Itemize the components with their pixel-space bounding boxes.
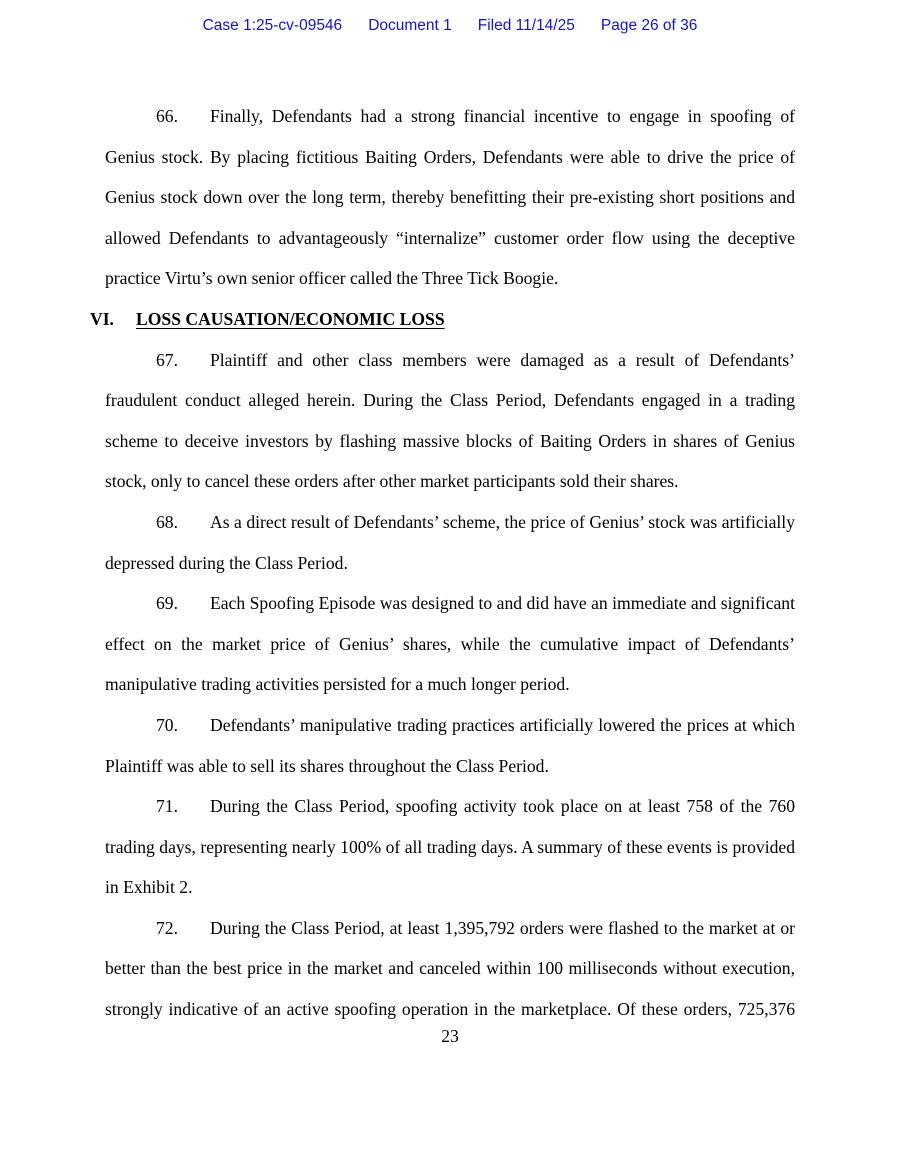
section-numeral: VI. bbox=[90, 308, 114, 329]
paragraph-text: Defendants’ manipulative trading practices artificially lowered the prices at which Plaintiff was able to sell its shares throughout the Class Period. bbox=[105, 714, 795, 776]
document-body bbox=[90, 96, 795, 1030]
paragraph-number: 67. bbox=[156, 349, 178, 370]
paragraph-text: As a direct result of Defendants’ scheme, the price of Genius’ stock was artificially depressed during the Class Period. bbox=[105, 511, 795, 573]
court-stamp bbox=[0, 17, 900, 35]
body-paragraph bbox=[105, 908, 795, 1030]
body-paragraph bbox=[105, 502, 795, 583]
paragraph-number: 66. bbox=[156, 106, 178, 126]
section-heading bbox=[90, 299, 795, 340]
body-paragraph bbox=[105, 786, 795, 908]
body-paragraph bbox=[105, 96, 795, 299]
body-paragraph bbox=[105, 340, 795, 502]
section-title: LOSS CAUSATION/ECONOMIC LOSS bbox=[136, 308, 445, 329]
paragraph-number: 68. bbox=[156, 511, 178, 532]
document-number: Document 1 bbox=[368, 17, 452, 34]
footer-page-number: 23 bbox=[441, 1026, 459, 1046]
page-of: Page 26 of 36 bbox=[600, 17, 698, 34]
paragraph-text: Each Spoofing Episode was designed to and did have an immediate and significant effect on the market price of Genius’ shares, while the cumulative impact of Defendants’ manipulative trading activities persisted for a much longer period. bbox=[105, 593, 795, 695]
case-number: Case 1:25-cv-09546 bbox=[202, 17, 343, 34]
paragraph-number: 69. bbox=[156, 593, 178, 614]
paragraph-number: 70. bbox=[156, 714, 178, 735]
paragraph-number: 72. bbox=[156, 917, 178, 938]
paragraph-text: Plaintiff and other class members were damaged as a result of Defendants’ fraudulent conduct alleged herein. During the Class Period, Defendants engaged in a trading scheme to deceive investors by flashing massive blocks of Baiting Orders in shares of Genius stock, only to cancel these orders after other market participants sold their shares. bbox=[105, 349, 795, 492]
paragraph-text: Finally, Defendants had a strong financial incentive to engage in spoofing of Genius stock. By placing fictitious Baiting Orders, Defendants were able to drive the price of Genius stock down over the long term, thereby benefitting their pre-existing short positions and allowed Defendants to advantageously “internalize” customer order flow using the deceptive practice Virtu’s own senior officer called the Three Tick Boogie. bbox=[105, 106, 795, 289]
paragraph-text: During the Class Period, spoofing activity took place on at least 758 of the 760 trading days, representing nearly 100% of all trading days. A summary of these events is provided in Exhibit 2. bbox=[105, 796, 795, 898]
body-paragraph bbox=[105, 705, 795, 786]
paragraph-number: 71. bbox=[156, 796, 178, 817]
body-paragraph bbox=[105, 583, 795, 705]
filed-date: Filed 11/14/25 bbox=[477, 17, 575, 34]
paragraph-text: During the Class Period, at least 1,395,792 orders were flashed to the market at or better than the best price in the market and canceled within 100 milliseconds without execution, strongly indicative of an active spoofing operation in the marketplace. Of these orders, 725,376 bbox=[105, 917, 795, 1020]
